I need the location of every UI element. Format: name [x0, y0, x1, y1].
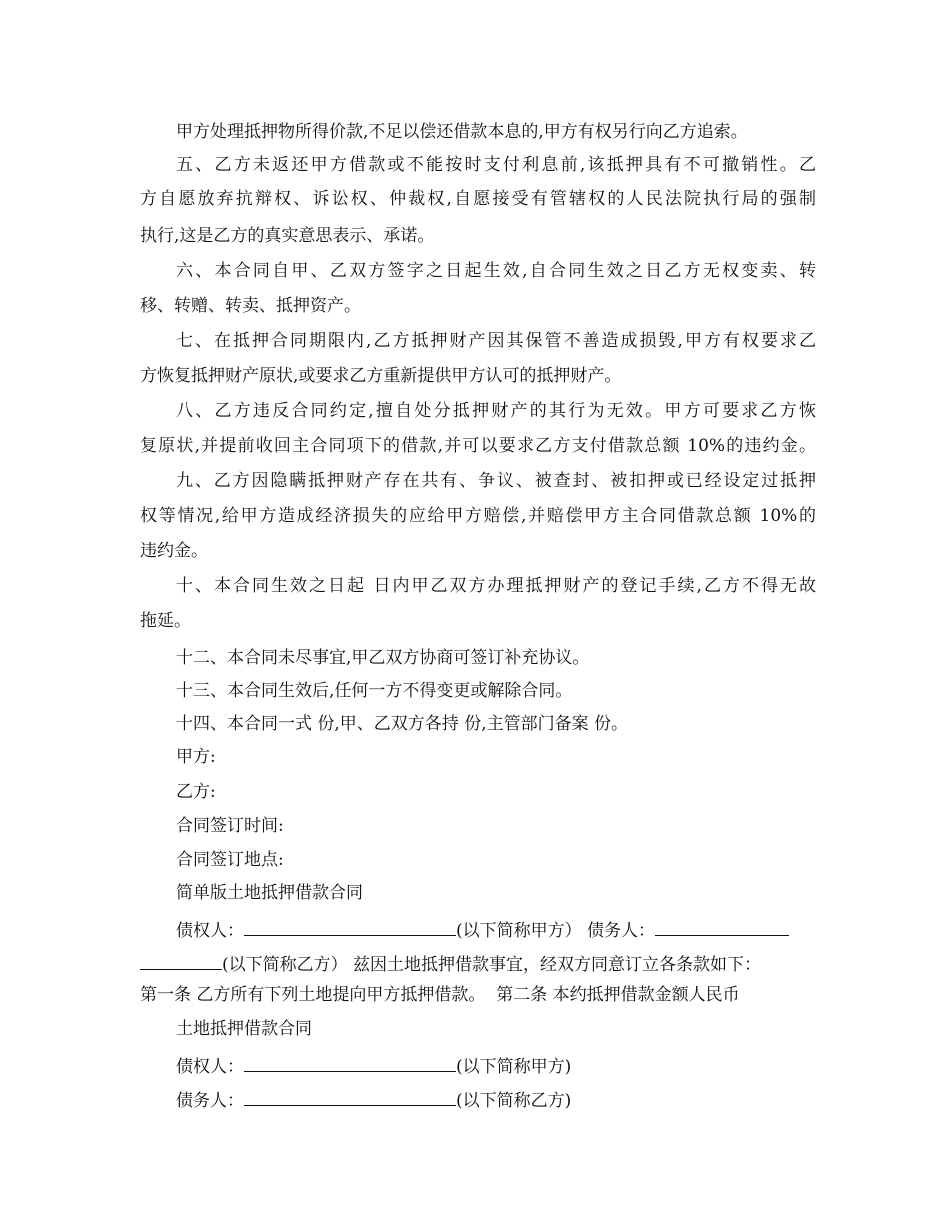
second-creditor-blank: [244, 1051, 456, 1072]
intro-tail: 兹因土地抵押借款事宜，经双方同意订立各条款如下：: [353, 955, 762, 975]
paragraph-9-line-1: 九、乙方因隐瞒抵押财产存在共有、争议、被查封、被扣押或已经设定过抵押: [176, 471, 816, 491]
paragraph-5-line-2: 方自愿放弃抗辩权、诉讼权、仲裁权,自愿接受有管辖权的人民法院执行局的强制: [140, 189, 816, 209]
paragraph-7-line-1: 七、在抵押合同期限内,乙方抵押财产因其保管不善造成损毁,甲方有权要求乙: [176, 331, 816, 351]
paragraph-5-line-3: 执行,这是乙方的真实意思表示、承诺。: [140, 226, 435, 246]
paragraph-5-line-1: 五、乙方未返还甲方借款或不能按时支付利息前,该抵押具有不可撤销性。乙: [176, 155, 816, 175]
second-debtor-label: 债务人：: [176, 1091, 244, 1111]
paragraph-6-line-2: 移、转赠、转卖、抵押资产。: [140, 296, 361, 316]
paragraph-9-line-3: 违约金。: [140, 541, 208, 561]
paragraph-12: 十二、本合同未尽事宜,甲乙双方协商可签订补充协议。: [176, 648, 590, 668]
paragraph-4-tail: 甲方处理抵押物所得价款,不足以偿还借款本息的,甲方有权另行向乙方追索。: [176, 122, 748, 142]
signature-place: 合同签订地点:: [176, 850, 284, 870]
paragraph-14: 十四、本合同一式 份,甲、乙双方各持 份,主管部门备案 份。: [176, 714, 629, 734]
signature-party-b: 乙方:: [176, 782, 216, 802]
second-creditor-suffix: (以下简称甲方): [456, 1057, 572, 1077]
debtor-blank-part-1: [655, 915, 789, 936]
second-contract-title: 土地抵押借款合同: [176, 1019, 312, 1039]
creditor-suffix: (以下简称甲方）: [456, 921, 582, 941]
article-1: 第一条 乙方所有下列土地提向甲方抵押借款。: [140, 985, 486, 1005]
creditor-blank: [244, 915, 456, 936]
simple-intro-line: [140, 949, 816, 977]
paragraph-8-line-2: 复原状,并提前收回主合同项下的借款,并可以要求乙方支付借款总额 10%的违约金。: [140, 436, 816, 456]
signature-party-a: 甲方:: [176, 747, 216, 767]
paragraph-10-line-1: 十、本合同生效之日起 日内甲乙双方办理抵押财产的登记手续,乙方不得无故: [176, 576, 816, 596]
paragraph-9-line-2: 权等情况,给甲方造成经济损失的应给甲方赔偿,并赔偿甲方主合同借款总额 10%的: [140, 506, 816, 526]
signature-time: 合同签订时间:: [176, 816, 284, 836]
simple-contract-title: 简单版土地抵押借款合同: [176, 883, 363, 903]
debtor-suffix: (以下简称乙方）: [222, 955, 348, 975]
paragraph-7-line-2: 方恢复抵押财产原状,或要求乙方重新提供甲方认可的抵押财产。: [140, 366, 622, 386]
second-debtor-blank: [244, 1085, 456, 1106]
creditor-label: 债权人：: [176, 921, 244, 941]
simple-creditor-debtor-line: [176, 915, 816, 943]
article-2: 第二条 本约抵押借款金额人民币: [496, 985, 740, 1005]
second-creditor-label: 债权人：: [176, 1057, 244, 1077]
second-creditor-line: [176, 1051, 816, 1079]
debtor-blank-part-2: [140, 949, 222, 970]
paragraph-13: 十三、本合同生效后,任何一方不得变更或解除合同。: [176, 681, 573, 701]
debtor-label: 债务人：: [587, 921, 656, 941]
paragraph-8-line-1: 八、乙方违反合同约定,擅自处分抵押财产的其行为无效。甲方可要求乙方恢: [176, 401, 816, 421]
paragraph-10-line-2: 拖延。: [140, 611, 191, 631]
second-debtor-suffix: (以下简称乙方): [456, 1091, 572, 1111]
paragraph-6-line-1: 六、本合同自甲、乙双方签字之日起生效,自合同生效之日乙方无权变卖、转: [176, 261, 816, 281]
simple-articles-line: [140, 983, 816, 1007]
second-debtor-line: [176, 1085, 816, 1113]
